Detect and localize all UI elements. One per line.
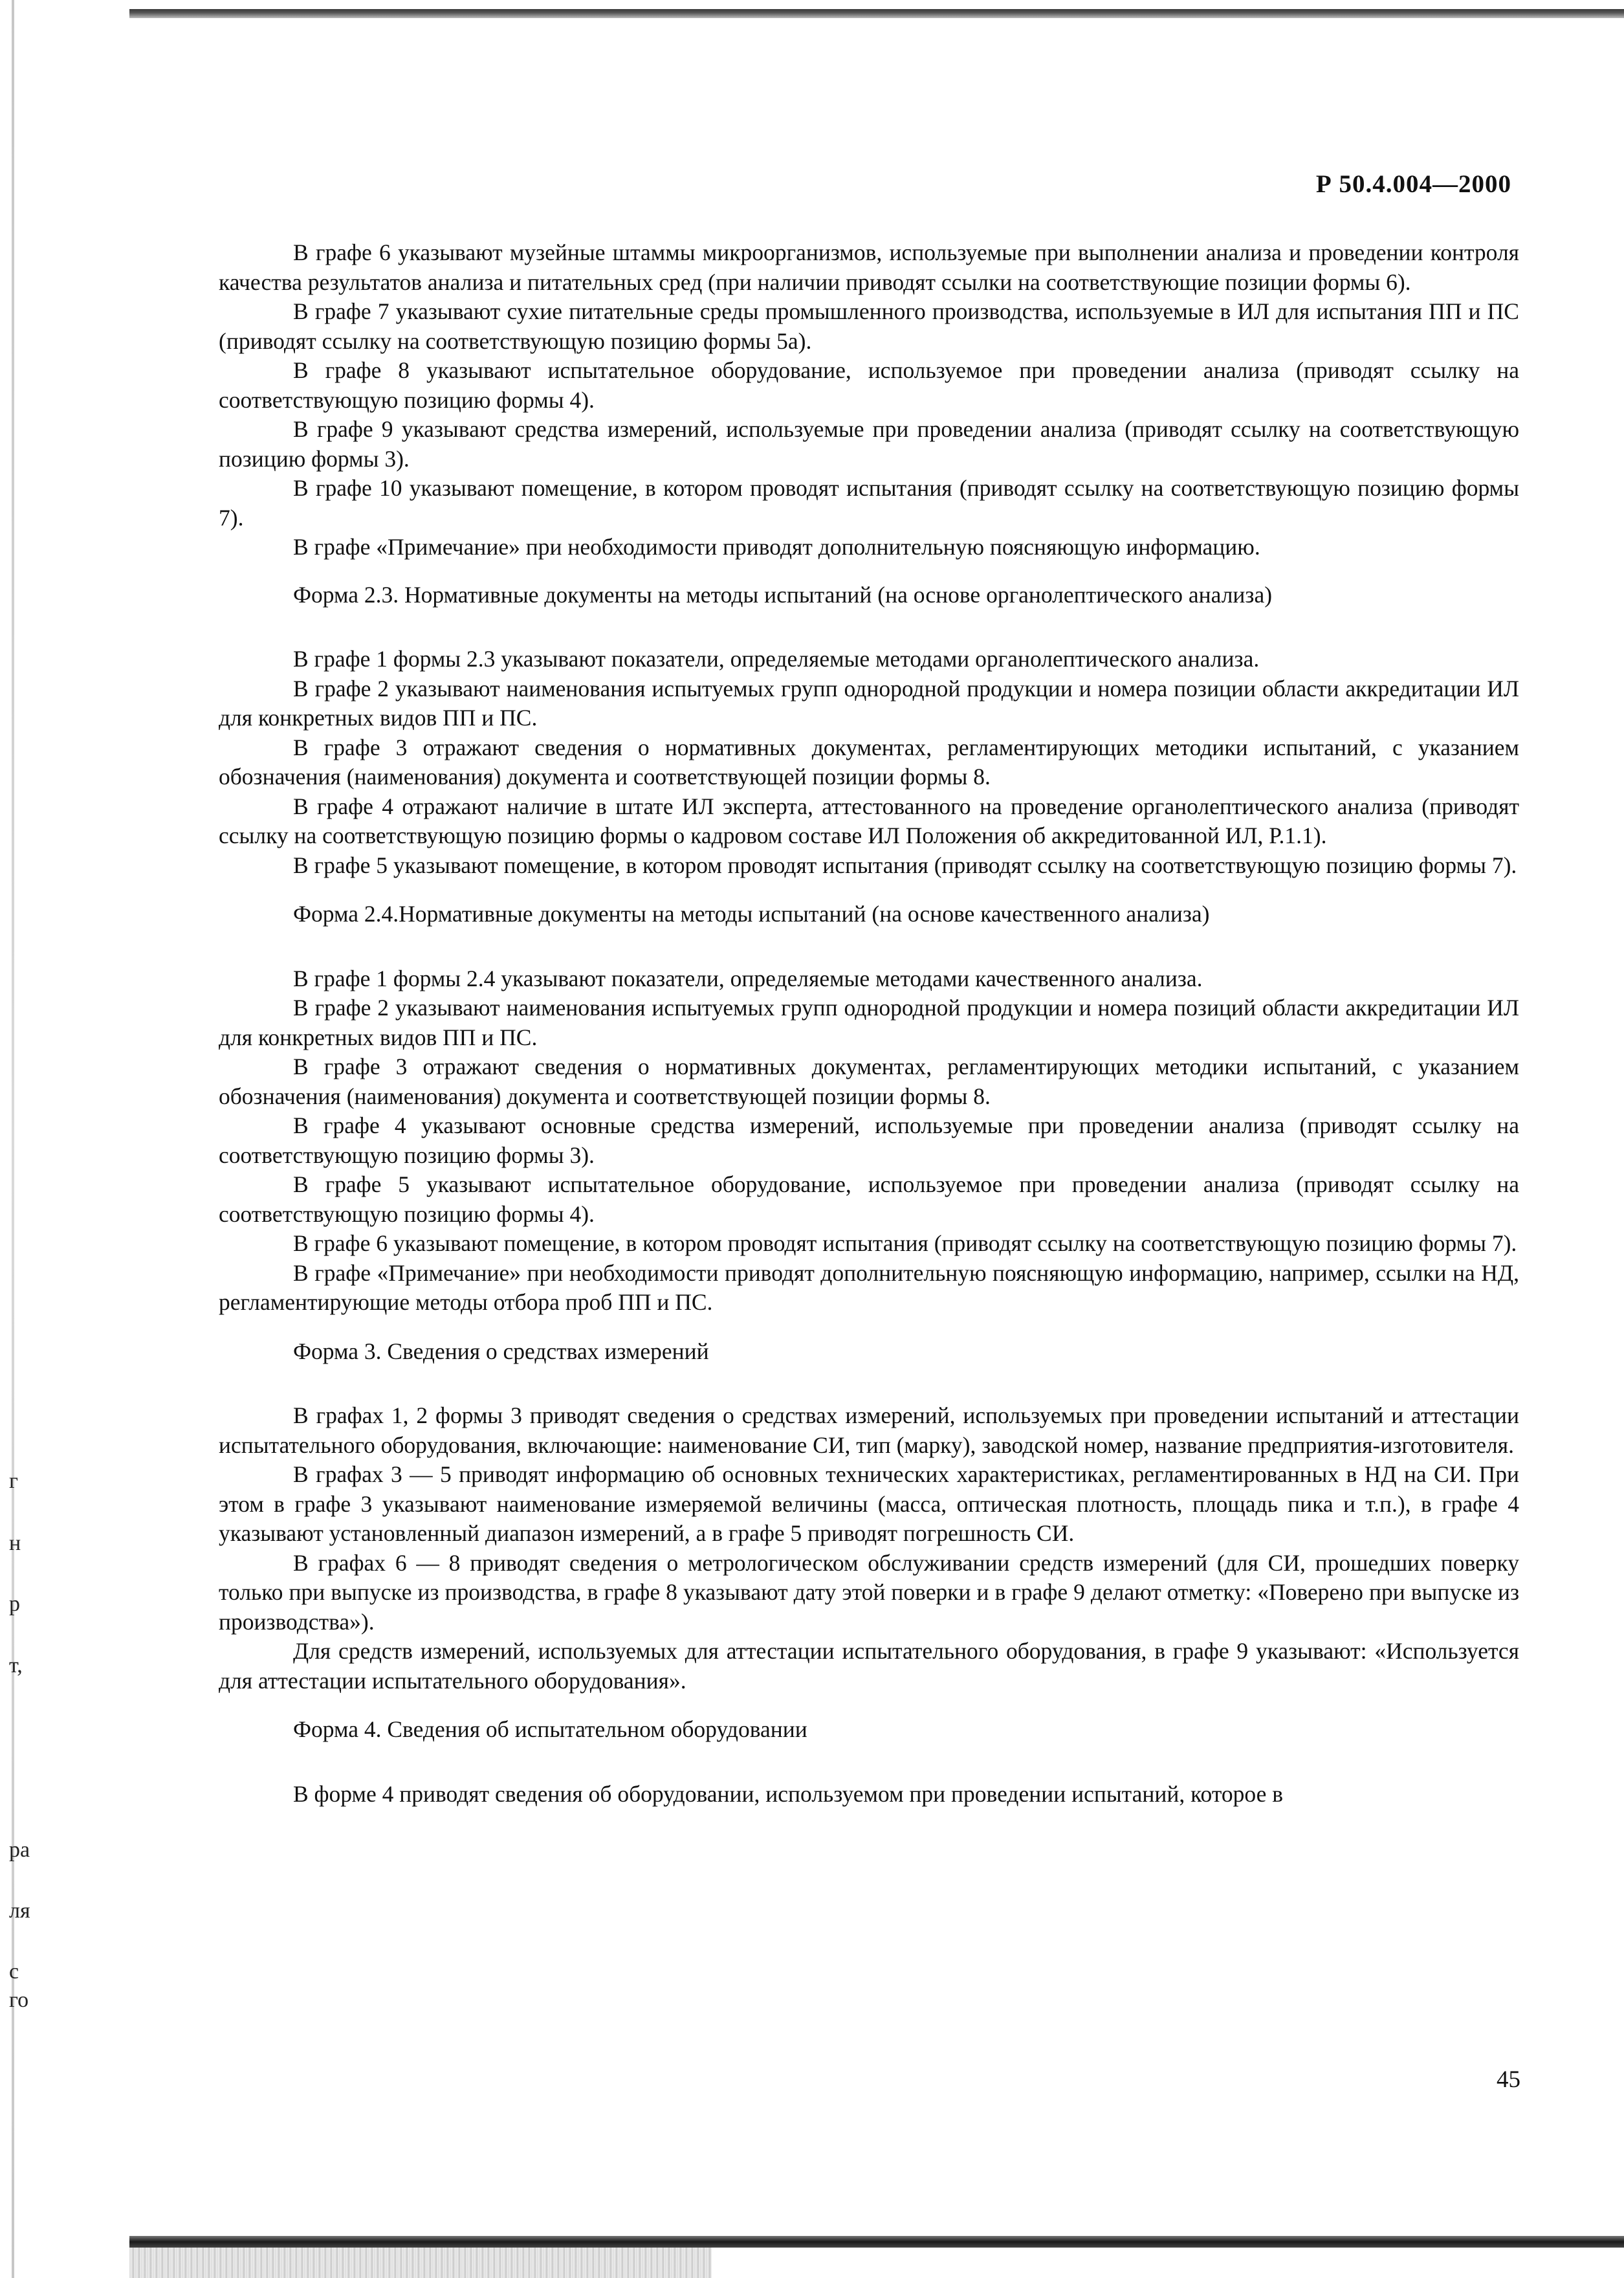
- margin-fragment: р: [9, 1592, 20, 1616]
- paragraph: В графе 2 указывают наименования испытуемых групп однородной продукции и номера позиций области аккредитации ИЛ для конкретных видов ПП и ПС.: [219, 995, 1519, 1050]
- paragraph: В графе «Примечание» при необходимости приводят дополнительную поясняющую информацию.: [293, 534, 1260, 560]
- paragraph: В графе 2 указывают наименования испытуемых групп однородной продукции и номера позиции области аккредитации ИЛ для конкретных видов ПП и ПС.: [219, 675, 1519, 731]
- section-heading-form-2-3: Форма 2.3. Нормативные документы на методы испытаний (на основе органолептического анализа): [293, 581, 1273, 608]
- paragraph: В графе 5 указывают помещение, в котором проводят испытания (приводят ссылку на соответствующую позицию формы 7).: [293, 852, 1517, 878]
- section-heading-form-4: Форма 4. Сведения об испытательном оборудовании: [293, 1716, 807, 1742]
- paragraph: В графе 9 указывают средства измерений, используемые при проведении анализа (приводят ссылку на соответствующую позицию формы 3).: [219, 416, 1519, 472]
- paragraph: В графах 3 — 5 приводят информацию об основных технических характеристиках, регламентированных в НД на СИ. При этом в графе 3 указывают наименование измеряемой величины (масса, оптическая плотность, площадь пика и т.п.), в графе 4 указывают установленный диапазон измерений, а в графе 5 приводят погрешность СИ.: [219, 1461, 1519, 1546]
- paragraph: В графе 5 указывают испытательное оборудование, используемое при проведении анализа (приводят ссылку на соответствующую позицию формы 4).: [219, 1171, 1519, 1227]
- paragraph: В графе 3 отражают сведения о нормативных документах, регламентирующих методики испытаний, с указанием обозначения (наименования) документа и соответствующей позиции формы 8.: [219, 734, 1519, 790]
- paragraph: В форме 4 приводят сведения об оборудовании, используемом при проведении испытаний, которое в: [293, 1780, 1283, 1807]
- paragraph: В графе 1 формы 2.3 указывают показатели, определяемые методами органолептического анализа.: [293, 646, 1260, 672]
- margin-fragment: с: [9, 1960, 19, 1984]
- standard-code: Р 50.4.004—2000: [1315, 170, 1511, 198]
- paragraph: В графе «Примечание» при необходимости приводят дополнительную поясняющую информацию, например, ссылки на НД, регламентирующие методы отбора проб ПП и ПС.: [219, 1259, 1519, 1315]
- paragraph: Для средств измерений, используемых для аттестации испытательного оборудования, в графе 9 указывают: «Используется для аттестации испытательного оборудования».: [219, 1638, 1519, 1694]
- scan-noise: [129, 2248, 712, 2278]
- paragraph: В графах 1, 2 формы 3 приводят сведения о средствах измерений, используемых при проведении испытаний и аттестации испытательного оборудования, включающие: наименование СИ, тип (марку), заводской номер, название предприятия-изготовителя.: [219, 1402, 1519, 1458]
- margin-fragment: т,: [9, 1653, 23, 1677]
- section-heading-form-2-4: Форма 2.4.Нормативные документы на методы испытаний (на основе качественного анализа): [293, 901, 1210, 927]
- scan-edge-bottom: [129, 2236, 1624, 2248]
- page-number: 45: [1497, 2066, 1520, 2093]
- margin-fragment: го: [9, 1988, 29, 2012]
- margin-fragment: н: [9, 1531, 21, 1555]
- paragraph: В графах 6 — 8 приводят сведения о метрологическом обслуживании средств измерений (для СИ, прошедших поверку только при выпуске из производства, в графе 8 указывают дату этой поверки и в графе 9 делают отметку: «Поверено при выпуске из производства»).: [219, 1549, 1519, 1635]
- paragraph: В графе 6 указывают помещение, в котором проводят испытания (приводят ссылку на соответствующую позицию формы 7).: [293, 1230, 1517, 1256]
- document-body: [219, 238, 1519, 1809]
- previous-page-bleed: [0, 0, 78, 2278]
- paragraph: В графе 4 указывают основные средства измерений, используемые при проведении анализа (приводят ссылку на соответствующую позицию формы 3).: [219, 1112, 1519, 1168]
- margin-fragment: г: [9, 1469, 18, 1493]
- paragraph: В графе 3 отражают сведения о нормативных документах, регламентирующих методики испытаний, с указанием обозначения (наименования) документа и соответствующей позиции формы 8.: [219, 1054, 1519, 1109]
- scan-edge-top: [129, 9, 1624, 18]
- paragraph: В графе 6 указывают музейные штаммы микроорганизмов, используемые при выполнении анализа и проведении контроля качества результатов анализа и питательных сред (при наличии приводят ссылки на соответствующие позиции формы 6).: [219, 239, 1519, 295]
- paragraph: В графе 4 отражают наличие в штате ИЛ эксперта, аттестованного на проведение органолептического анализа (приводят ссылку на соответствующую позицию формы о кадровом составе ИЛ Положения об аккредитованной ИЛ, Р.1.1).: [219, 793, 1519, 848]
- paragraph: В графе 8 указывают испытательное оборудование, используемое при проведении анализа (приводят ссылку на соответствующую позицию формы 4).: [219, 357, 1519, 413]
- paragraph: В графе 10 указывают помещение, в котором проводят испытания (приводят ссылку на соответствующую позицию формы 7).: [219, 475, 1519, 531]
- paragraph: В графе 7 указывают сухие питательные среды промышленного производства, используемые в ИЛ для испытания ПП и ПС (приводят ссылку на соответствующую позицию формы 5а).: [219, 298, 1519, 354]
- margin-fragment: ля: [9, 1899, 30, 1923]
- paragraph: В графе 1 формы 2.4 указывают показатели, определяемые методами качественного анализа.: [293, 965, 1203, 991]
- margin-fragment: ра: [9, 1838, 30, 1862]
- section-heading-form-3: Форма 3. Сведения о средствах измерений: [293, 1338, 709, 1364]
